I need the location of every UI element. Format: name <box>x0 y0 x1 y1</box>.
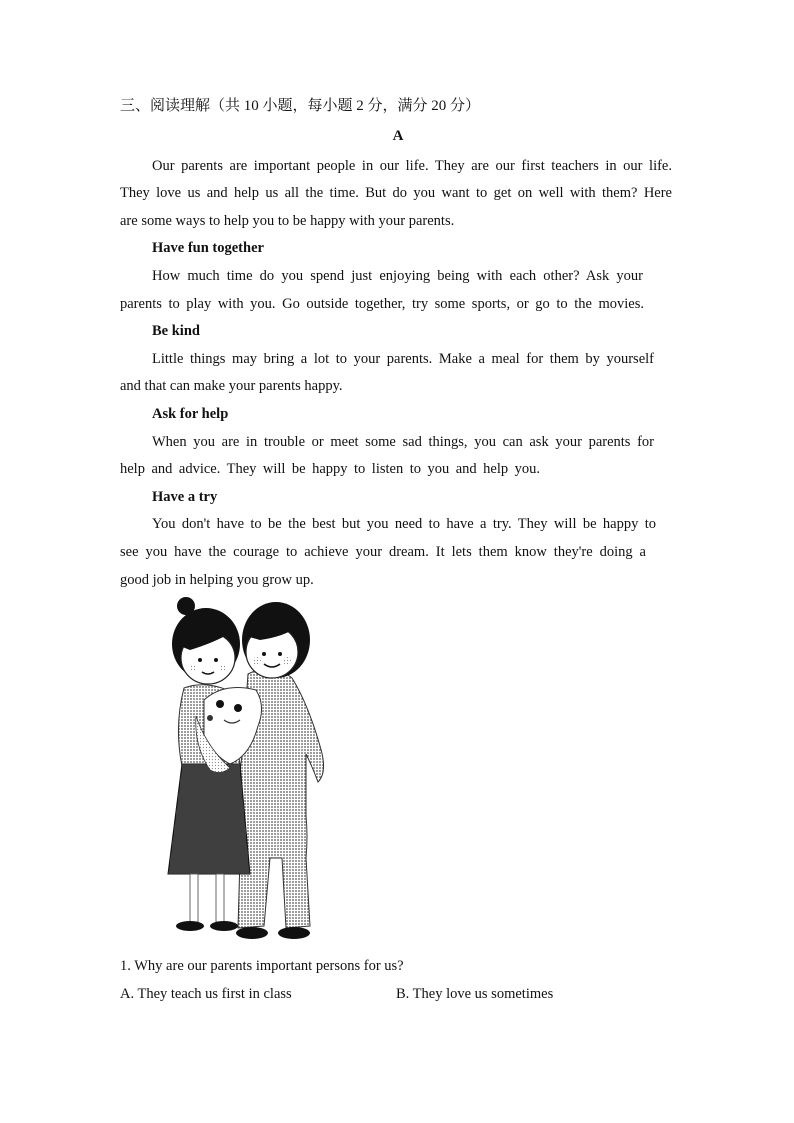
shoe-icon <box>278 927 310 939</box>
intro-line: are some ways to help you to be happy with your parents. <box>120 213 455 229</box>
question-text: 1. Why are our parents important persons for us? <box>120 958 404 974</box>
paragraph-line: good job in helping you grow up. <box>120 572 314 588</box>
father-figure <box>236 602 324 939</box>
paragraph-line: When you are in trouble or meet some sad things, you can ask your parents for <box>152 434 654 450</box>
answer-option-b[interactable]: B. They love us sometimes <box>396 986 554 1002</box>
section-heading: Be kind <box>152 323 200 339</box>
answer-option-a[interactable]: A. They teach us first in class <box>120 986 292 1002</box>
section-heading: Have a try <box>152 489 218 505</box>
paragraph-line: You don't have to be the best but you need to have a try. They will be happy to <box>152 516 656 532</box>
shoe-icon <box>176 921 204 931</box>
paragraph-line: Little things may bring a lot to your parents. Make a meal for them by yourself <box>152 351 654 367</box>
parents-illustration <box>160 596 332 942</box>
intro-line: They love us and help us all the time. But do you want to get on well with them? Here <box>120 185 672 201</box>
shoe-icon <box>210 921 238 931</box>
passage-label: A <box>392 128 404 144</box>
intro-line: Our parents are important people in our life. They are our first teachers in our life. <box>152 158 672 174</box>
paragraph-line: parents to play with you. Go outside together, try some sports, or go to the movies. <box>120 296 644 312</box>
paragraph-line: How much time do you spend just enjoying being with each other? Ask your <box>152 268 643 284</box>
paragraph-line: and that can make your parents happy. <box>120 378 343 394</box>
section-heading: Ask for help <box>152 406 229 422</box>
paragraph-line: see you have the courage to achieve your dream. It lets them know they're doing a <box>120 544 646 560</box>
section-title: 三、阅读理解（共 10 小题，每小题 2 分，满分 20 分） <box>120 98 481 114</box>
shoe-icon <box>236 927 268 939</box>
section-heading: Have fun together <box>152 240 264 256</box>
paragraph-line: help and advice. They will be happy to listen to you and help you. <box>120 461 540 477</box>
